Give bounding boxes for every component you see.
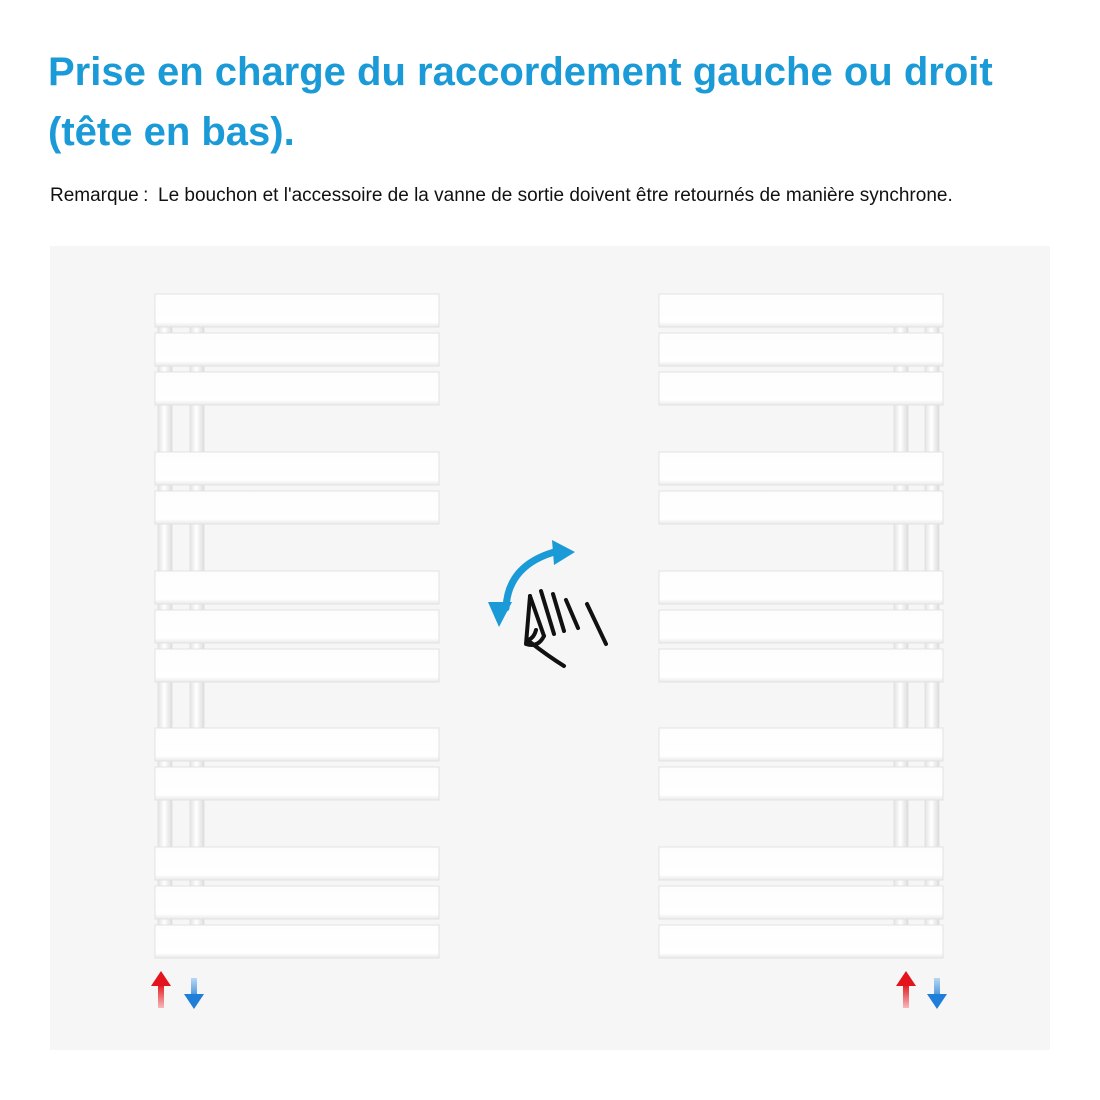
remark-label: Remarque (50, 185, 139, 206)
illustration-panel (50, 246, 1050, 1050)
remark-note (50, 183, 1060, 209)
radiator-right-connection (659, 294, 947, 1009)
hot-water-up-arrow-icon (151, 971, 171, 1008)
cold-water-down-arrow-icon (927, 978, 947, 1009)
radiator-right-bars (659, 294, 943, 958)
remark-text: Le bouchon et l'accessoire de la vanne de sortie doivent être retournés de manière synchrone. (158, 185, 953, 206)
hot-water-up-arrow-icon (896, 971, 916, 1008)
hand-gesture-icon (526, 591, 606, 666)
cold-water-down-arrow-icon (184, 978, 204, 1009)
radiator-left-connection (151, 294, 439, 1009)
remark-separator: : (143, 185, 149, 206)
page-title: Prise en charge du raccordement gauche ou droit (tête en bas). (48, 50, 993, 154)
rotate-arrows-icon (488, 540, 575, 627)
radiator-left-bars (155, 294, 439, 958)
